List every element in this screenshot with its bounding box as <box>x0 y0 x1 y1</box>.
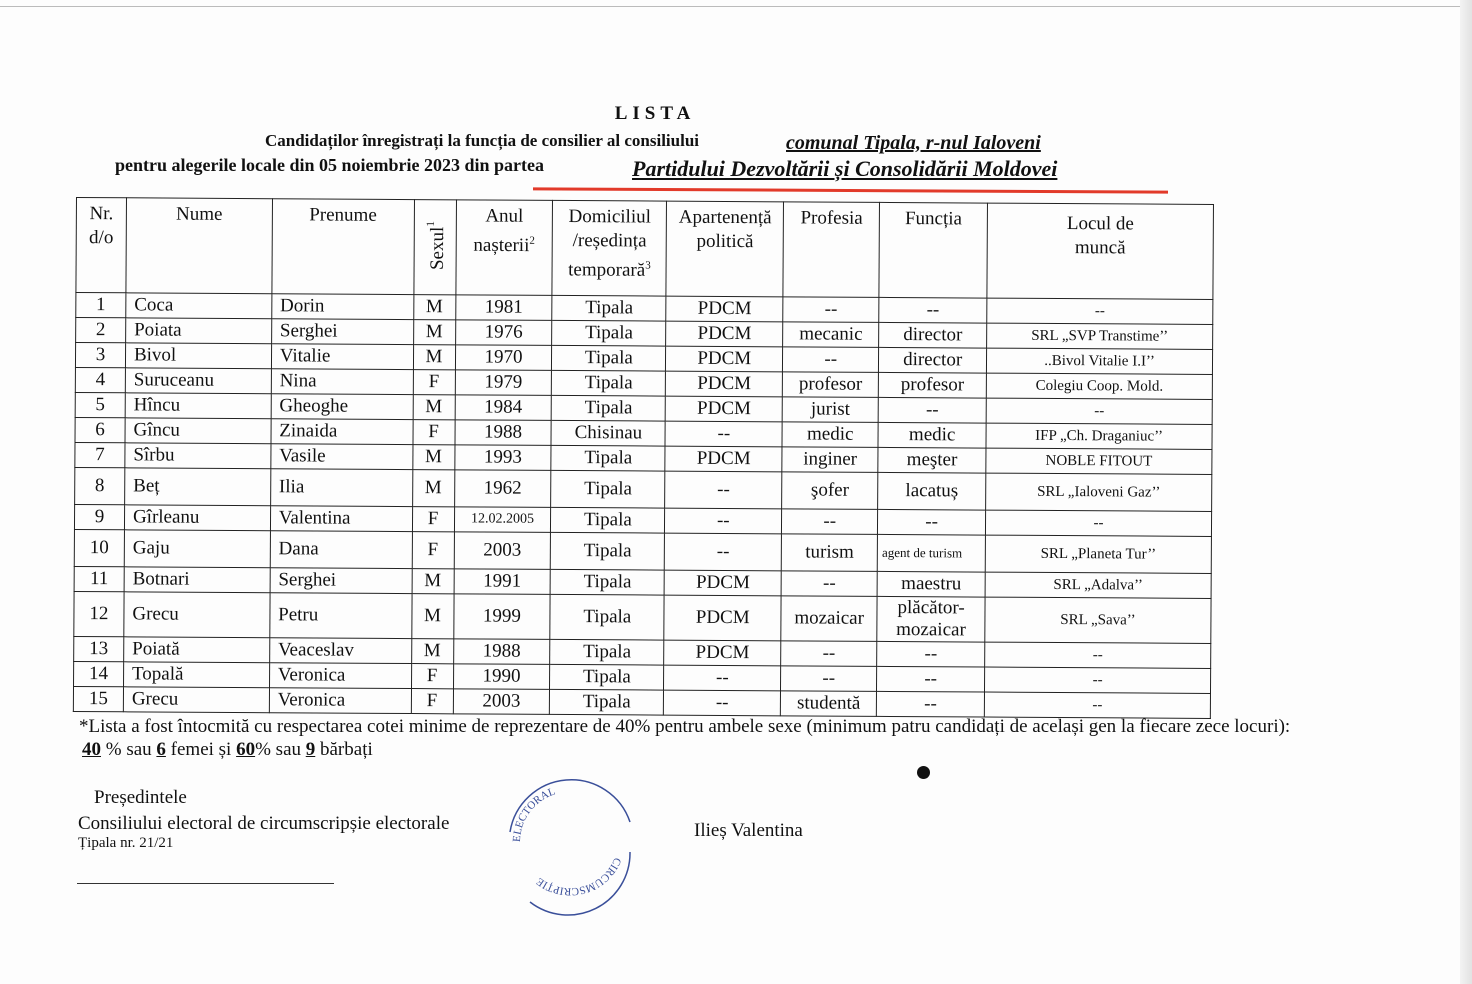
cell-prof: -- <box>781 666 877 692</box>
cell-prof: turism <box>781 534 877 572</box>
red-underline <box>533 187 1168 193</box>
president-title: Președintele <box>94 787 187 808</box>
cell-loc: Colegiu Coop. Mold. <box>986 373 1212 399</box>
cell-prof: mozaicar <box>781 596 877 642</box>
cell-nr: 9 <box>74 504 124 529</box>
cell-dom: Tipala <box>552 395 666 421</box>
cell-nr: 5 <box>75 392 125 417</box>
cell-anul: 1979 <box>455 370 552 396</box>
cell-func: -- <box>879 297 987 323</box>
header-nume: Nume <box>126 198 272 294</box>
cell-prenume: Veronica <box>269 688 411 714</box>
cell-prenume: Valentina <box>270 506 412 532</box>
quota-txt4: bărbați <box>315 739 373 760</box>
quota-pct-f: 40 <box>82 739 101 760</box>
signature-line <box>77 883 334 884</box>
cell-apart: PDCM <box>664 570 781 596</box>
cell-prenume: Petru <box>270 593 412 639</box>
header-sexul <box>413 200 456 295</box>
cell-prof: şofer <box>782 472 878 510</box>
cell-nume: Topală <box>123 662 269 688</box>
cell-prenume: Dorin <box>271 294 413 320</box>
cell-apart: PDCM <box>666 371 783 397</box>
cell-loc: -- <box>987 298 1213 324</box>
table-row <box>74 591 1211 643</box>
cell-sex: F <box>412 532 454 569</box>
candidates-table <box>73 197 1214 719</box>
header-functia: Funcția <box>879 202 987 298</box>
cell-prenume: Gheoghe <box>271 394 413 420</box>
cell-nr: 3 <box>75 343 125 368</box>
cell-nume: Gaju <box>124 530 270 568</box>
cell-dom: Tipala <box>552 345 666 371</box>
cell-func: profesor <box>878 372 986 398</box>
cell-nr: 2 <box>76 318 126 343</box>
cell-func: agent de turism <box>877 534 985 572</box>
cell-nume: Hîncu <box>125 393 271 419</box>
cell-apart: -- <box>665 421 782 447</box>
cell-nume: Grecu <box>124 592 270 638</box>
cell-sex: M <box>412 445 454 470</box>
quota-pct-m: 60 <box>236 739 256 760</box>
cell-nr: 14 <box>74 661 124 686</box>
cell-dom: Tipala <box>551 507 665 533</box>
cell-loc: SRL „Sava’’ <box>985 597 1211 643</box>
subtitle-place: comunal Tipala, r-nul Ialoveni <box>786 132 1041 154</box>
cell-func: maestru <box>877 571 985 597</box>
cell-sex: M <box>411 639 453 664</box>
quota-txt3: % sau <box>255 739 306 760</box>
cell-func: -- <box>877 666 985 692</box>
cell-nr: 15 <box>73 686 123 711</box>
cell-nume: Suruceanu <box>125 368 271 394</box>
cell-sex: M <box>412 569 454 594</box>
cell-apart: PDCM <box>665 396 782 422</box>
cell-anul: 1988 <box>455 420 552 446</box>
cell-nr: 10 <box>74 529 124 566</box>
cell-apart: -- <box>665 508 782 534</box>
cell-prof: -- <box>783 347 879 373</box>
cell-sex: F <box>412 507 454 532</box>
cell-loc: SRL „Adalva’’ <box>985 572 1211 598</box>
cell-nume: Grecu <box>123 687 269 713</box>
document-title: LISTA <box>614 103 696 124</box>
cell-loc: -- <box>986 398 1212 424</box>
stamp-text-bottom: CIRCUMSCRIPȚIE <box>534 855 624 898</box>
cell-func: medic <box>878 422 986 448</box>
header-sexul-label: Sexul <box>427 226 449 271</box>
cell-prof: medic <box>782 422 878 448</box>
cell-anul: 12.02.2005 <box>454 507 551 533</box>
cell-dom: Tipala <box>551 569 665 595</box>
cell-prenume: Zinaida <box>271 419 413 445</box>
header-nr: Nr. d/o <box>76 198 127 293</box>
cell-apart: -- <box>665 471 782 509</box>
quota-nr-f: 6 <box>156 739 166 760</box>
quota-nr-m: 9 <box>305 739 316 760</box>
page-top-edge <box>0 6 1472 7</box>
header-domiciliul-sup: 3 <box>645 259 651 272</box>
quota-txt1: % sau <box>101 739 157 760</box>
cell-dom: Chisinau <box>551 420 665 446</box>
cell-apart: -- <box>664 665 781 691</box>
subtitle-line: Candidaților înregistrați la funcția de consilier al consiliului <box>265 131 700 150</box>
electoral-stamp <box>490 762 650 922</box>
cell-loc: SRL „Planeta Tur’’ <box>985 535 1211 573</box>
cell-prenume: Nina <box>271 369 413 395</box>
cell-anul: 1984 <box>455 395 552 421</box>
cell-prof: jurist <box>782 397 878 423</box>
cell-dom: Tipala <box>551 445 665 471</box>
header-locul: Locul de muncă <box>987 203 1214 299</box>
cell-prof: -- <box>783 297 879 323</box>
cell-apart: -- <box>665 533 782 571</box>
cell-anul: 1976 <box>455 320 552 346</box>
cell-anul: 1970 <box>455 345 552 371</box>
party-name: Partidului Dezvoltării și Consolidării Moldovei <box>632 156 1058 181</box>
cell-sex: M <box>413 395 455 420</box>
cell-anul: 1962 <box>454 470 551 508</box>
cell-apart: PDCM <box>664 640 781 666</box>
cell-anul: 1990 <box>453 664 550 690</box>
cell-prof: mecanic <box>783 322 879 348</box>
header-domiciliul <box>552 200 666 296</box>
quota-note: *Lista a fost întocmită cu respectarea cotei minime de reprezentare de 40% pentru ambele sexe (minimum patru candidați de același gen la fiecare zece locuri): <box>79 716 1291 737</box>
cell-prof: studentă <box>781 691 877 717</box>
cell-prof: profesor <box>783 372 879 398</box>
cell-nume: Bivol <box>125 343 271 369</box>
cell-sex: M <box>413 295 455 320</box>
cell-anul: 2003 <box>454 532 551 570</box>
cell-apart: PDCM <box>665 446 782 472</box>
cell-apart: PDCM <box>666 296 783 322</box>
stamp-text-top: ELECTORAL <box>510 785 557 843</box>
cell-prenume: Serghei <box>271 319 413 345</box>
table-body <box>73 293 1213 719</box>
cell-sex: M <box>412 470 454 507</box>
header-domiciliul-label: Domiciliul /reședința temporară <box>568 206 651 281</box>
cell-nr: 13 <box>74 636 124 661</box>
header-profesia: Profesia <box>783 202 880 298</box>
table-header-row <box>76 198 1214 300</box>
header-apartenenta: Apartenență politică <box>666 201 784 297</box>
cell-dom: Tipala <box>552 295 666 321</box>
cell-dom: Tipala <box>552 320 666 346</box>
header-anul <box>455 200 552 296</box>
cell-apart: PDCM <box>664 595 781 641</box>
header-sexul-sup: 1 <box>425 221 438 227</box>
cell-dom: Tipala <box>550 664 664 690</box>
header-anul-label: Anul nașterii <box>473 205 530 257</box>
cell-func: director <box>879 322 987 348</box>
cell-nr: 4 <box>75 367 125 392</box>
cell-nume: Gîncu <box>125 418 271 444</box>
cell-func: director <box>879 347 987 373</box>
cell-func: -- <box>877 691 985 717</box>
cell-nume: Poiată <box>124 637 270 663</box>
ink-dot <box>917 766 930 779</box>
cell-nume: Sîrbu <box>125 443 271 469</box>
header-anul-sup: 2 <box>529 234 535 247</box>
cell-dom: Tipala <box>550 594 664 640</box>
cell-nume: Gîrleanu <box>124 505 270 531</box>
cell-dom: Tipala <box>550 689 664 715</box>
cell-prof: -- <box>781 571 877 597</box>
cell-sex: F <box>413 370 455 395</box>
cell-sex: F <box>411 689 453 714</box>
cell-anul: 2003 <box>453 689 550 715</box>
cell-anul: 1991 <box>454 569 551 595</box>
cell-sex: M <box>413 345 455 370</box>
header-prenume: Prenume <box>272 199 414 295</box>
cell-prof: -- <box>782 509 878 535</box>
cell-dom: Tipala <box>550 639 664 665</box>
cell-anul: 1993 <box>454 445 551 471</box>
cell-dom: Tipala <box>551 470 665 508</box>
cell-nr: 6 <box>75 417 125 442</box>
cell-apart: -- <box>664 690 781 716</box>
cell-nume: Botnari <box>124 567 270 593</box>
cell-prof: inginer <box>782 447 878 473</box>
cell-nume: Beț <box>125 468 271 506</box>
cell-loc: IFP „Ch. Draganiuc’’ <box>986 423 1212 449</box>
signatory-name: Ilieș Valentina <box>694 820 803 841</box>
cell-nr: 1 <box>76 293 126 318</box>
cell-loc: -- <box>984 692 1210 718</box>
cell-func: -- <box>878 509 986 535</box>
cell-nr: 11 <box>74 566 124 591</box>
cell-prenume: Ilia <box>270 469 412 507</box>
cell-loc: ..Bivol Vitalie I.I’’ <box>987 348 1213 374</box>
cell-func: -- <box>878 397 986 423</box>
cell-apart: PDCM <box>666 346 783 372</box>
cell-sex: F <box>411 664 453 689</box>
cell-anul: 1999 <box>453 594 550 640</box>
cell-loc: NOBLE FITOUT <box>986 448 1212 474</box>
cell-prenume: Dana <box>270 531 412 569</box>
cell-func: plăcător-mozaicar <box>877 596 985 642</box>
cell-nr: 7 <box>75 442 125 467</box>
cell-dom: Tipala <box>552 370 666 396</box>
cell-dom: Tipala <box>551 532 665 570</box>
cell-apart: PDCM <box>666 321 783 347</box>
cell-sex: M <box>411 594 453 639</box>
cell-func: -- <box>877 641 985 667</box>
cell-prenume: Vitalie <box>271 344 413 370</box>
cell-nume: Poiata <box>126 318 272 344</box>
quota-txt2: femei și <box>165 739 237 760</box>
cell-anul: 1981 <box>455 295 552 321</box>
cell-func: meşter <box>878 447 986 473</box>
cell-loc: -- <box>986 510 1212 536</box>
page-right-edge <box>1460 0 1472 984</box>
quota-summary <box>82 739 373 761</box>
cell-anul: 1988 <box>453 639 550 665</box>
cell-prof: -- <box>781 641 877 667</box>
cell-nr: 12 <box>74 591 124 636</box>
council-name: Consiliului electoral de circumscripșie electorale <box>78 813 450 834</box>
election-line: pentru alegerile locale din 05 noiembrie 2023 din partea <box>115 155 544 175</box>
cell-nr: 8 <box>75 467 125 504</box>
cell-prenume: Veaceslav <box>269 638 411 664</box>
cell-prenume: Veronica <box>269 663 411 689</box>
cell-sex: M <box>413 320 455 345</box>
cell-func: lacatuș <box>878 472 986 510</box>
cell-loc: SRL „SVP Transtime’’ <box>987 323 1213 349</box>
cell-sex: F <box>413 420 455 445</box>
council-number: Țipala nr. 21/21 <box>78 835 174 851</box>
cell-nume: Coca <box>126 293 272 319</box>
cell-loc: -- <box>985 642 1211 668</box>
cell-prenume: Vasile <box>271 444 413 470</box>
cell-loc: SRL „Ialoveni Gaz’’ <box>986 473 1212 511</box>
cell-loc: -- <box>985 667 1211 693</box>
cell-prenume: Serghei <box>270 568 412 594</box>
